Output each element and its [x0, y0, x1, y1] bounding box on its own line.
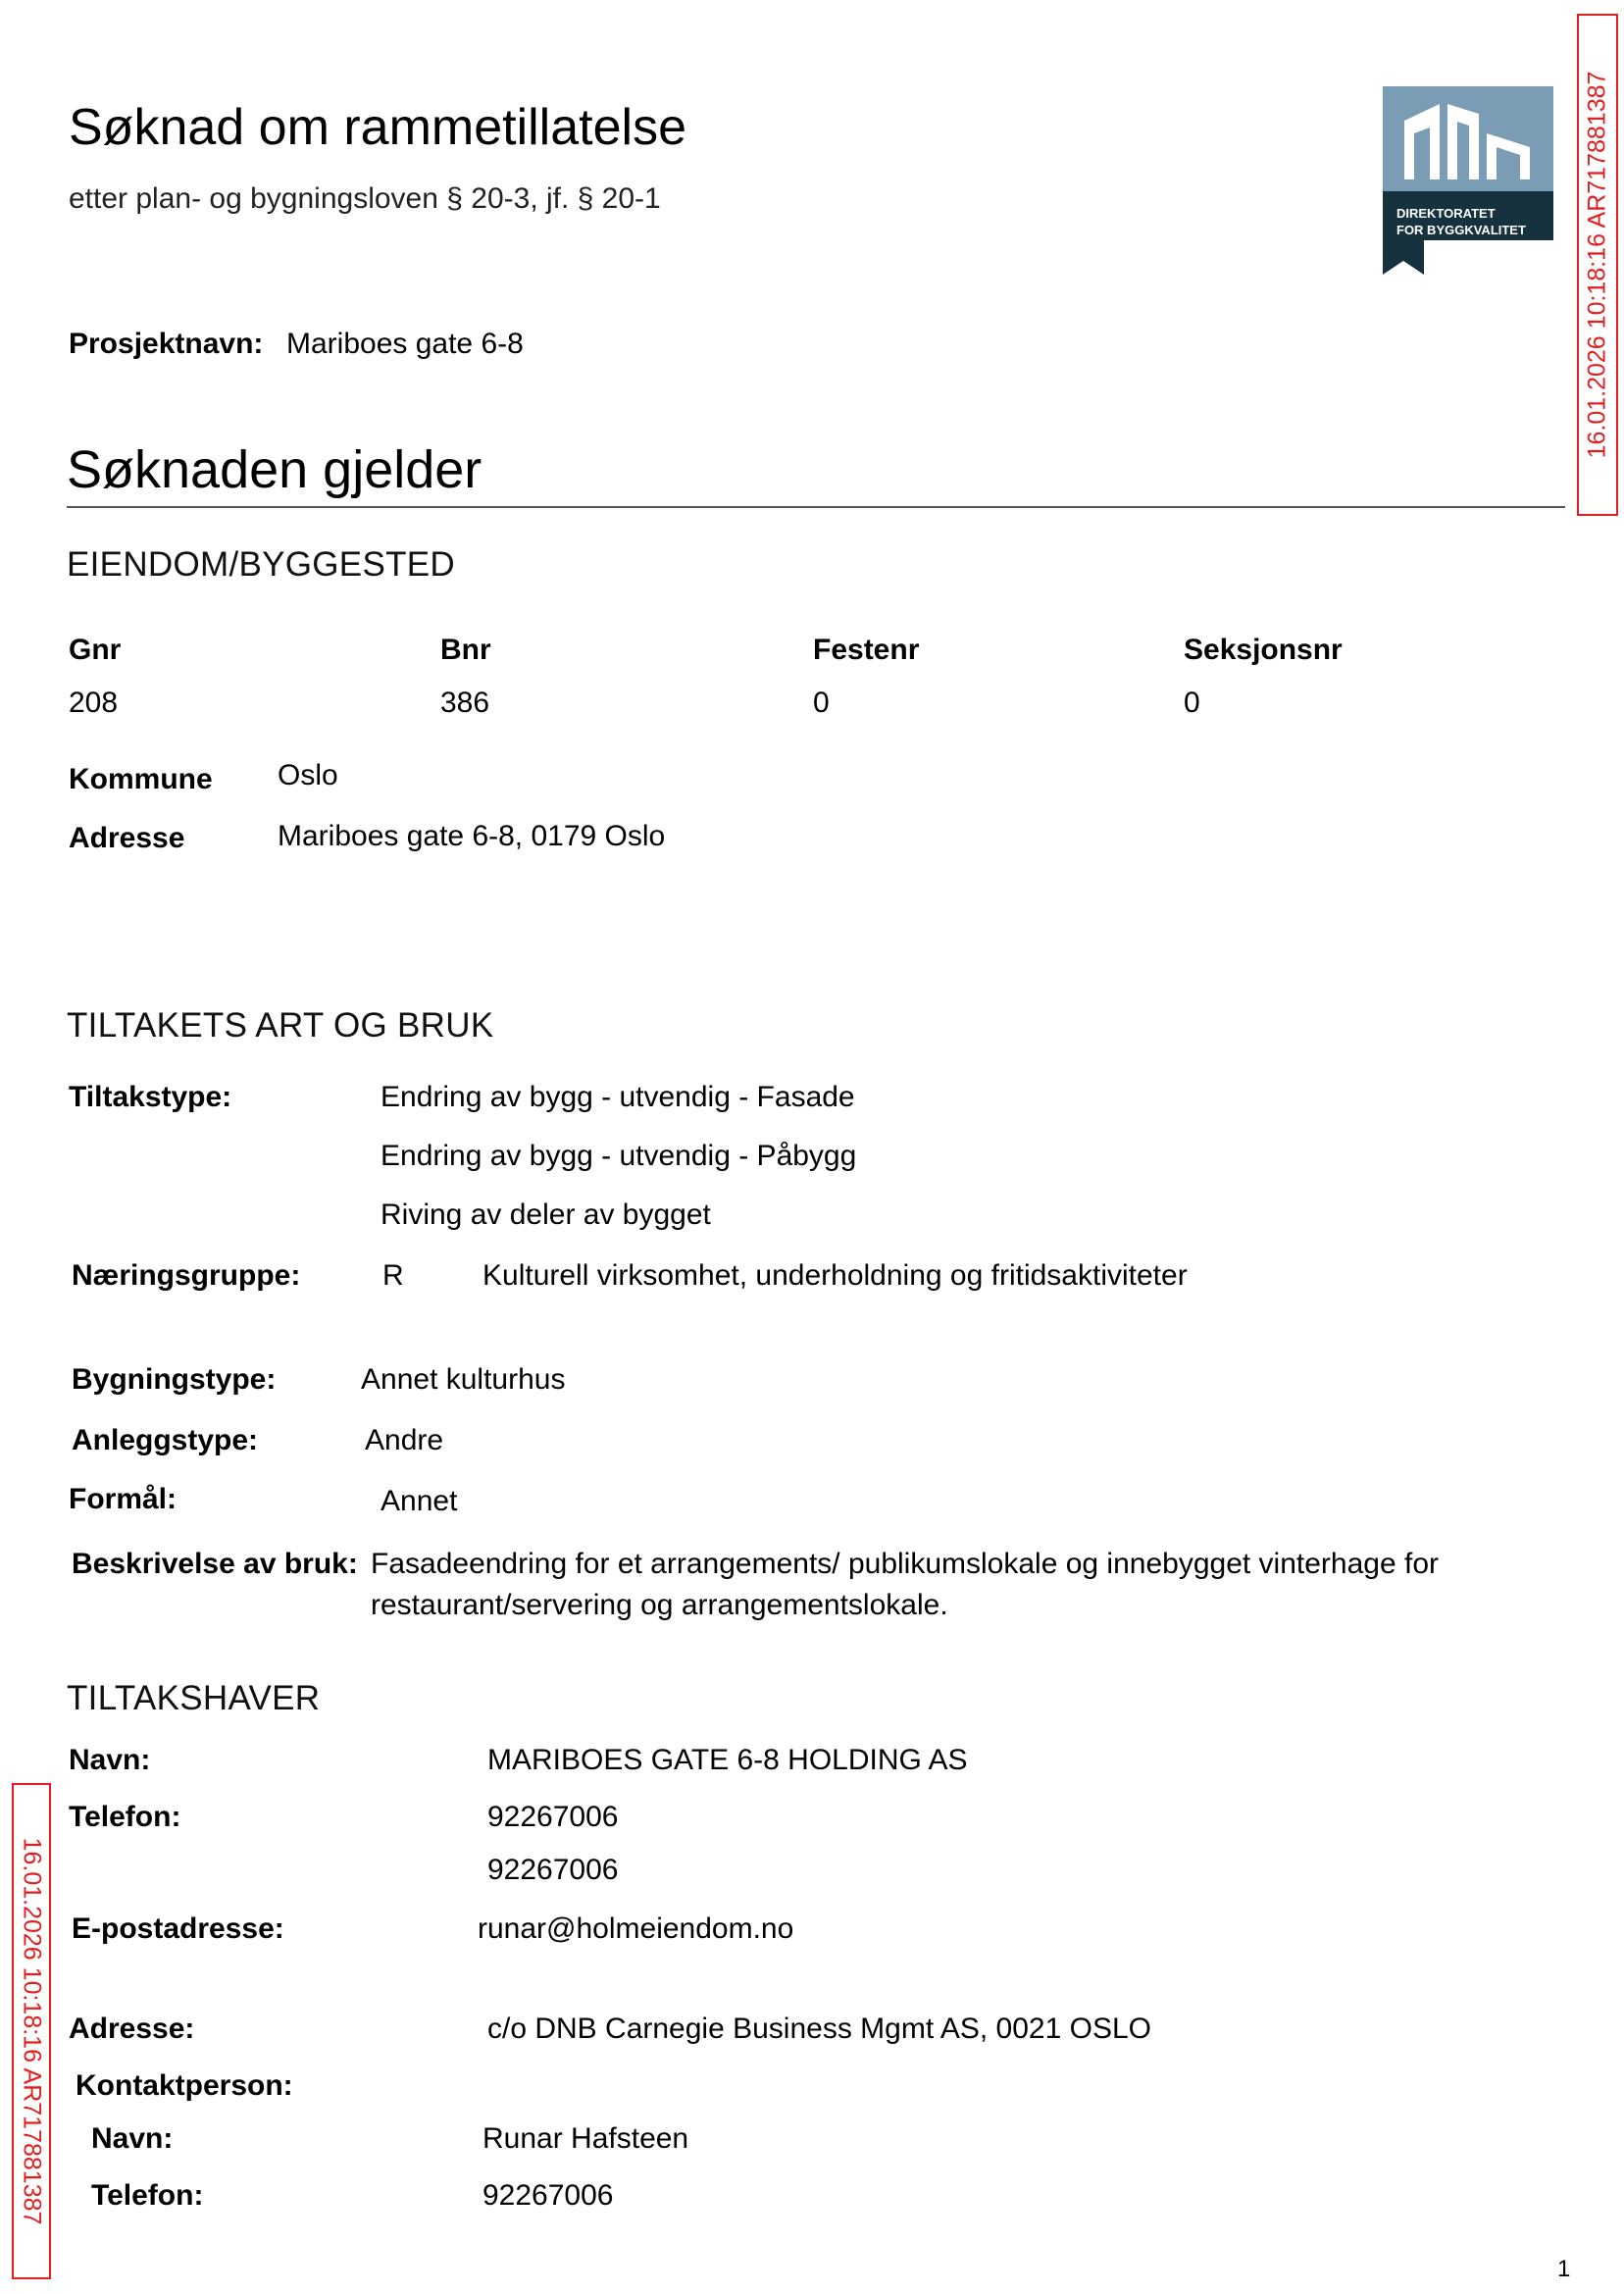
bnr-value: 386 — [440, 687, 490, 719]
page-number: 1 — [1557, 2256, 1571, 2282]
anleggstype-value: Andre — [365, 1424, 444, 1456]
kommune-label: Kommune — [69, 763, 213, 795]
owner-telefon-value: 92267006 — [487, 1854, 619, 1886]
dibk-logo — [1383, 86, 1553, 280]
kontakt-navn-value: Runar Hafsteen — [482, 2122, 689, 2155]
festenr-label: Festenr — [813, 634, 920, 666]
measure-heading: TILTAKETS ART OG BRUK — [67, 1006, 494, 1045]
kontakt-telefon-label: Telefon: — [91, 2179, 204, 2212]
logo-text-line1: DIREKTORATET — [1396, 206, 1496, 221]
tiltakstype-label: Tiltakstype: — [69, 1081, 232, 1113]
owner-adresse-value: c/o DNB Carnegie Business Mgmt AS, 0021 OSLO — [487, 2013, 1151, 2045]
owner-navn-value: MARIBOES GATE 6-8 HOLDING AS — [487, 1744, 968, 1776]
owner-navn-label: Navn: — [69, 1744, 151, 1776]
kontaktperson-label: Kontaktperson: — [76, 2069, 293, 2102]
bnr-label: Bnr — [440, 634, 491, 666]
section-heading: Søknaden gjelder — [67, 440, 482, 499]
formal-label: Formål: — [69, 1483, 178, 1515]
beskrivelse-label: Beskrivelse av bruk: — [72, 1548, 358, 1580]
project-name-label: Prosjektnavn: — [69, 328, 264, 360]
gnr-label: Gnr — [69, 634, 122, 666]
tiltakstype-item: Riving av deler av bygget — [381, 1198, 711, 1231]
formal-value: Annet — [381, 1485, 458, 1517]
owner-epost-label: E-postadresse: — [72, 1912, 284, 1945]
festenr-value: 0 — [813, 687, 830, 719]
tiltakstype-item: Endring av bygg - utvendig - Fasade — [381, 1081, 855, 1113]
stamp-text: 16.01.2026 10:18:16 AR717881387 — [1583, 71, 1611, 459]
seksjonsnr-value: 0 — [1184, 687, 1200, 719]
adresse-label: Adresse — [69, 822, 185, 854]
tiltakstype-item: Endring av bygg - utvendig - Påbygg — [381, 1140, 857, 1172]
logo-text-line2: FOR BYGGKVALITET — [1396, 223, 1526, 237]
document-title: Søknad om rammetillatelse — [69, 99, 686, 156]
naeringsgruppe-label: Næringsgruppe: — [72, 1259, 301, 1292]
project-name-value: Mariboes gate 6-8 — [286, 328, 524, 360]
gnr-value: 208 — [69, 687, 119, 719]
owner-telefon-label: Telefon: — [69, 1801, 181, 1833]
property-heading: EIENDOM/BYGGESTED — [67, 545, 455, 584]
section-divider — [67, 506, 1565, 508]
bygningstype-label: Bygningstype: — [72, 1363, 277, 1396]
timestamp-stamp-top — [1577, 14, 1618, 516]
naeringsgruppe-code: R — [382, 1259, 404, 1292]
beskrivelse-line: restaurant/servering og arrangementslokale. — [371, 1589, 948, 1621]
owner-heading: TILTAKSHAVER — [67, 1679, 321, 1717]
timestamp-stamp-bottom — [12, 1783, 51, 2279]
kontakt-navn-label: Navn: — [91, 2122, 174, 2155]
dibk-logo-graphic — [1383, 86, 1553, 275]
owner-epost-value: runar@holmeiendom.no — [478, 1912, 794, 1945]
beskrivelse-line: Fasadeendring for et arrangements/ publikumslokale og innebygget vinterhage for — [371, 1548, 1439, 1580]
kommune-value: Oslo — [278, 759, 338, 791]
bygningstype-value: Annet kulturhus — [361, 1363, 566, 1396]
stamp-text: 16.01.2026 10:18:16 AR717881387 — [18, 1837, 46, 2225]
document-subtitle: etter plan- og bygningsloven § 20-3, jf. § 20-1 — [69, 182, 661, 215]
anleggstype-label: Anleggstype: — [72, 1424, 259, 1456]
naeringsgruppe-text: Kulturell virksomhet, underholdning og fritidsaktiviteter — [482, 1259, 1188, 1292]
owner-adresse-label: Adresse: — [69, 2013, 195, 2045]
adresse-value: Mariboes gate 6-8, 0179 Oslo — [278, 820, 666, 852]
owner-telefon-value: 92267006 — [487, 1801, 619, 1833]
seksjonsnr-label: Seksjonsnr — [1184, 634, 1343, 666]
kontakt-telefon-value: 92267006 — [482, 2179, 614, 2212]
